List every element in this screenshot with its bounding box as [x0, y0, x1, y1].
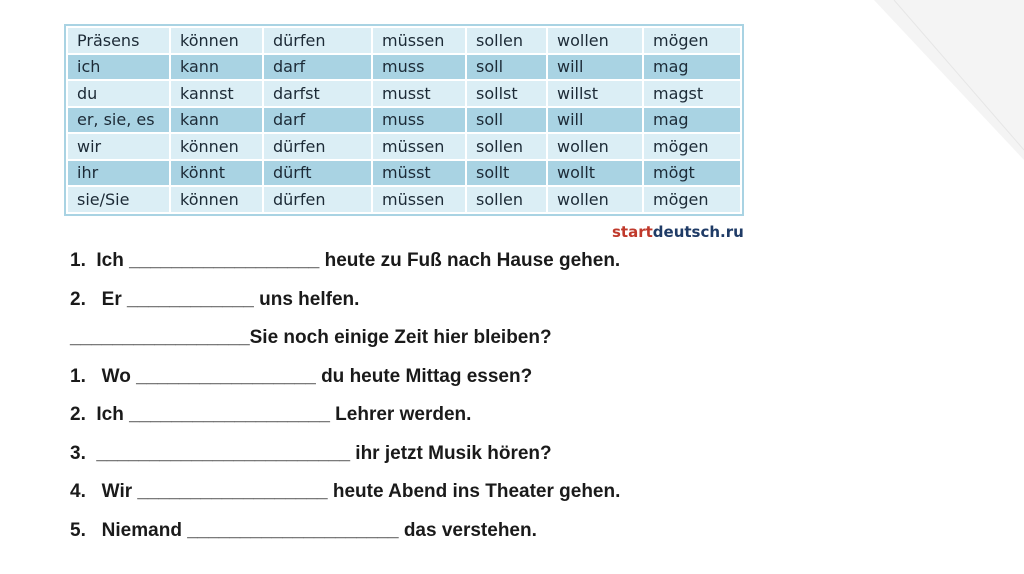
- verb-form-cell: können: [170, 133, 263, 160]
- table-row: [67, 54, 741, 81]
- verb-form-cell: willst: [547, 80, 643, 107]
- verb-form-cell: mögt: [643, 160, 741, 187]
- verb-form-cell: wollen: [547, 27, 643, 54]
- verb-form-cell: können: [170, 27, 263, 54]
- verb-form-cell: mag: [643, 107, 741, 134]
- table-header-row: [67, 27, 741, 54]
- verb-form-cell: musst: [372, 80, 466, 107]
- verb-form-cell: wollen: [547, 133, 643, 160]
- exercise-item: 5. Niemand ____________________ das verstehen.: [70, 519, 537, 541]
- verb-form-cell: sollen: [466, 133, 547, 160]
- verb-form-cell: sollen: [466, 186, 547, 213]
- verb-form-cell: kannst: [170, 80, 263, 107]
- verb-form-cell: kann: [170, 54, 263, 81]
- pronoun-cell: er, sie, es: [67, 107, 170, 134]
- source-credit-accent: start: [612, 223, 653, 241]
- pronoun-cell: du: [67, 80, 170, 107]
- pronoun-cell: wir: [67, 133, 170, 160]
- verb-form-cell: will: [547, 107, 643, 134]
- exercise-item: 1. Wo _________________ du heute Mittag essen?: [70, 365, 533, 387]
- verb-form-cell: kann: [170, 107, 263, 134]
- verb-form-cell: dürft: [263, 160, 372, 187]
- verb-form-cell: können: [170, 186, 263, 213]
- verb-form-cell: wollen: [547, 186, 643, 213]
- verb-form-cell: müsst: [372, 160, 466, 187]
- table-row: [67, 160, 741, 187]
- exercise-item: 1. Ich __________________ heute zu Fuß nach Hause gehen.: [70, 250, 621, 271]
- pronoun-cell: Präsens: [67, 27, 170, 54]
- verb-form-cell: müssen: [372, 133, 466, 160]
- source-credit-main: deutsch.ru: [652, 223, 744, 241]
- modal-verbs-conjugation-table: [66, 26, 742, 214]
- verb-form-cell: muss: [372, 107, 466, 134]
- verb-form-cell: darf: [263, 54, 372, 81]
- verb-form-cell: will: [547, 54, 643, 81]
- pronoun-cell: sie/Sie: [67, 186, 170, 213]
- verb-form-cell: mag: [643, 54, 741, 81]
- verb-form-cell: soll: [466, 107, 547, 134]
- verb-form-cell: magst: [643, 80, 741, 107]
- table-row: [67, 133, 741, 160]
- exercise-list: [70, 248, 620, 556]
- verb-form-cell: könnt: [170, 160, 263, 187]
- exercise-item: 3. ________________________ ihr jetzt Musik hören?: [70, 442, 552, 464]
- verb-form-cell: darfst: [263, 80, 372, 107]
- verb-form-cell: dürfen: [263, 133, 372, 160]
- verb-form-cell: muss: [372, 54, 466, 81]
- pronoun-cell: ich: [67, 54, 170, 81]
- exercise-item: 4. Wir __________________ heute Abend ins Theater gehen.: [70, 481, 621, 502]
- verb-form-cell: mögen: [643, 186, 741, 213]
- verb-form-cell: müssen: [372, 27, 466, 54]
- exercise-item: 2. Er ____________ uns helfen.: [70, 288, 360, 310]
- verb-form-cell: soll: [466, 54, 547, 81]
- verb-form-cell: darf: [263, 107, 372, 134]
- verb-form-cell: mögen: [643, 133, 741, 160]
- verb-form-cell: dürfen: [263, 186, 372, 213]
- verb-form-cell: sollst: [466, 80, 547, 107]
- verb-form-cell: wollt: [547, 160, 643, 187]
- source-credit: [612, 223, 744, 241]
- exercise-item: _________________Sie noch einige Zeit hier bleiben?: [70, 327, 552, 348]
- verb-form-cell: sollt: [466, 160, 547, 187]
- verb-form-cell: dürfen: [263, 27, 372, 54]
- verb-form-cell: müssen: [372, 186, 466, 213]
- table-row: [67, 186, 741, 213]
- slide-corner-decoration: [874, 0, 1024, 160]
- verb-form-cell: mögen: [643, 27, 741, 54]
- table-row: [67, 107, 741, 134]
- verb-form-cell: sollen: [466, 27, 547, 54]
- exercise-item: 2. Ich ___________________ Lehrer werden.: [70, 404, 472, 425]
- table-row: [67, 80, 741, 107]
- pronoun-cell: ihr: [67, 160, 170, 187]
